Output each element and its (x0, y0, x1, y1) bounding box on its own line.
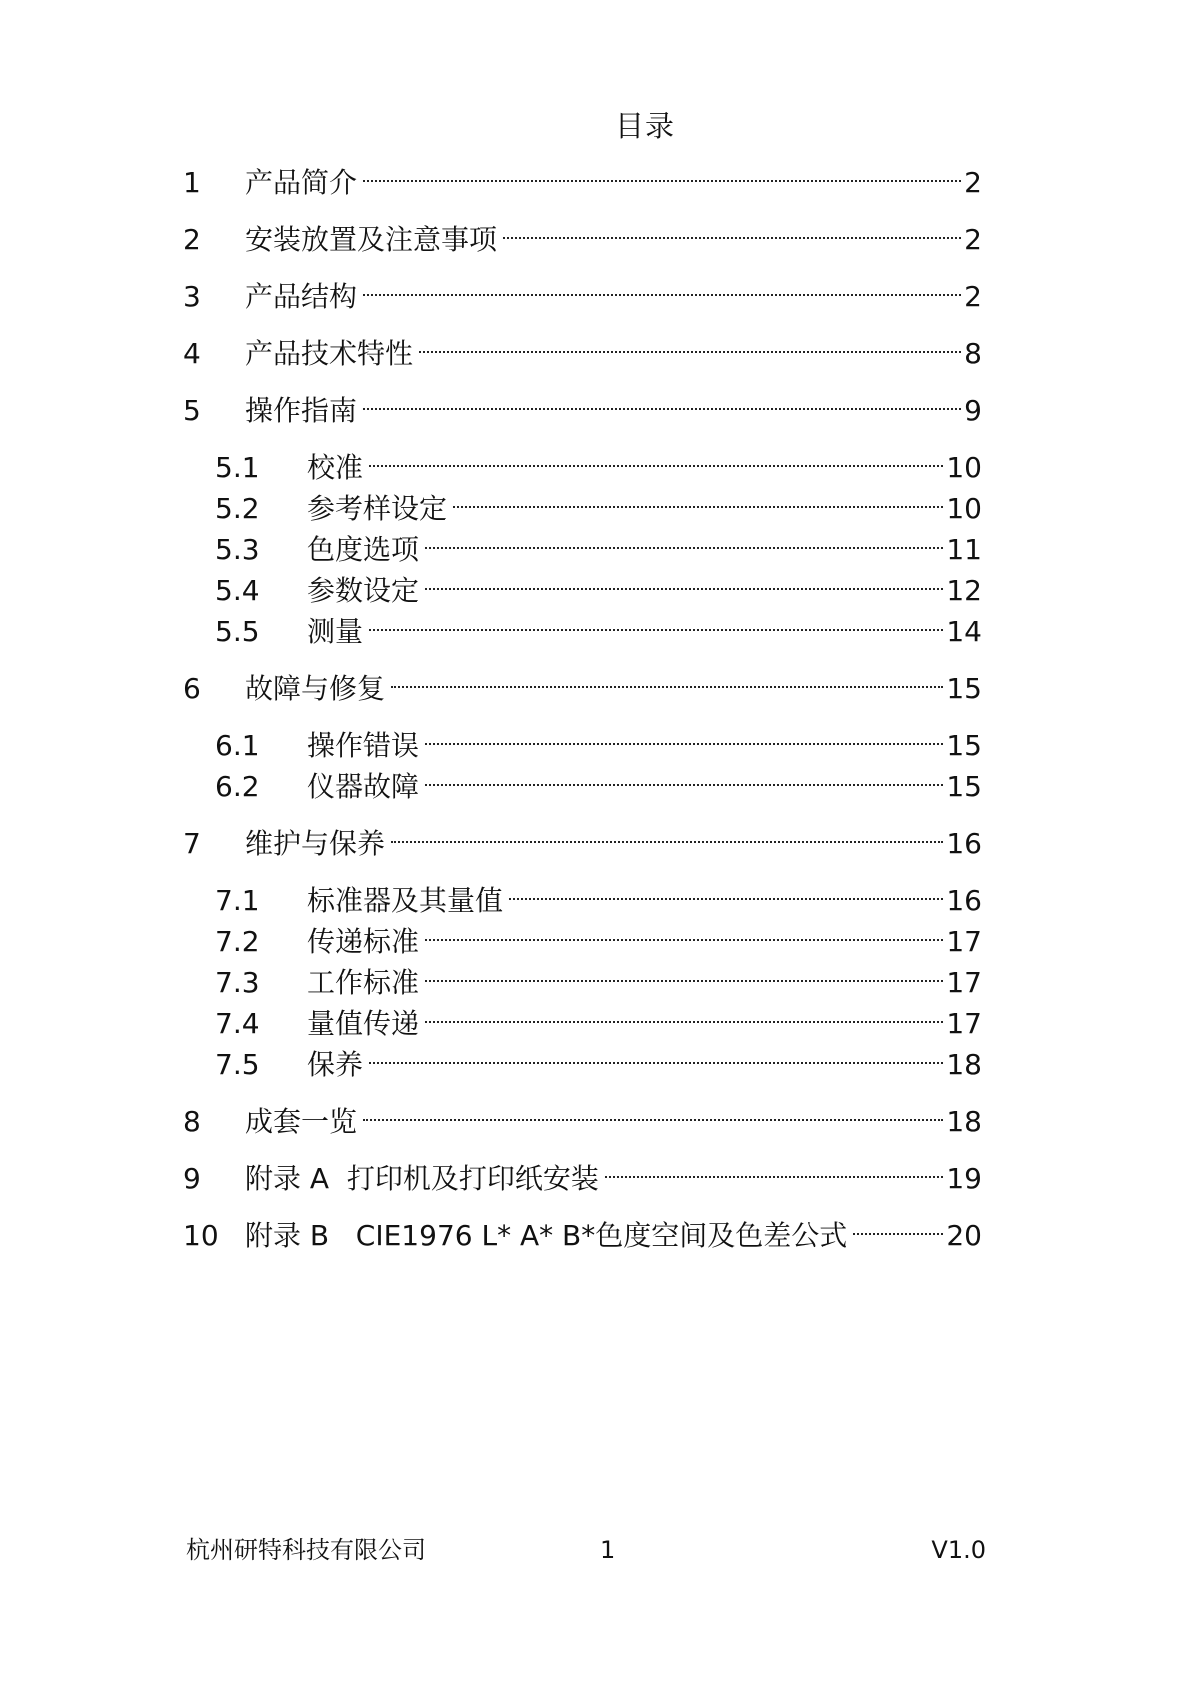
toc-entry[interactable] (183, 1148, 982, 1199)
toc-entry-number: 7.5 (215, 1048, 260, 1081)
toc-entry-number: 10 (183, 1219, 219, 1252)
toc-entry[interactable] (215, 601, 982, 652)
toc-entry-label: 参考样设定 (307, 492, 448, 525)
toc-entry-number: 7.2 (215, 925, 260, 958)
toc-entry-page: 15 (946, 770, 982, 803)
toc-dot-leader (425, 560, 943, 600)
toc-dot-leader (605, 1148, 944, 1188)
toc-entry-number: 5.3 (215, 533, 260, 566)
toc-dot-leader (363, 152, 961, 192)
toc-entry-number: 9 (183, 1162, 201, 1195)
toc-entry-number: 4 (183, 337, 201, 370)
toc-entry-label: 产品简介 (245, 166, 358, 199)
toc-entry[interactable] (183, 209, 982, 260)
toc-dot-leader (363, 380, 961, 420)
toc-entry-number: 6.1 (215, 729, 260, 762)
toc-entry[interactable] (183, 266, 982, 317)
toc-entry-page: 2 (964, 223, 982, 256)
toc-entry-page: 18 (946, 1105, 982, 1138)
toc-entry-label: 维护与保养 (245, 827, 386, 860)
toc-entry-page: 10 (946, 492, 982, 525)
footer-company: 杭州研特科技有限公司 (186, 1536, 426, 1564)
toc-entry-page: 20 (946, 1219, 982, 1252)
toc-entry-label: 操作错误 (307, 729, 420, 762)
toc-entry-page: 9 (964, 394, 982, 427)
toc-dot-leader (425, 952, 943, 992)
toc-entry-label: 安装放置及注意事项 (245, 223, 498, 256)
toc-entry-number: 2 (183, 223, 201, 256)
toc-entry-page: 17 (946, 966, 982, 999)
toc-entry[interactable] (183, 152, 982, 203)
toc-entry-page: 15 (946, 729, 982, 762)
toc-dot-leader (391, 813, 943, 853)
toc-entry-label: 保养 (307, 1048, 364, 1081)
toc-entry[interactable] (183, 380, 982, 431)
toc-entry[interactable] (183, 1205, 982, 1256)
toc-entry-number: 5 (183, 394, 201, 427)
toc-entry-label: 参数设定 (307, 574, 420, 607)
toc-dot-leader (509, 870, 943, 910)
toc-entry-label: 操作指南 (245, 394, 358, 427)
toc-entry-number: 7 (183, 827, 201, 860)
toc-entry-label: 测量 (307, 615, 364, 648)
toc-dot-leader (425, 911, 943, 951)
toc-entry-label: 故障与修复 (245, 672, 386, 705)
toc-entry-number: 1 (183, 166, 201, 199)
toc-entry-label: 工作标准 (307, 966, 420, 999)
toc-dot-leader (853, 1205, 943, 1245)
toc-entry-number: 5.5 (215, 615, 260, 648)
toc-entry[interactable] (183, 813, 982, 864)
toc-entry[interactable] (183, 323, 982, 374)
toc-dot-leader (369, 437, 943, 477)
toc-dot-leader (369, 1034, 943, 1074)
toc-dot-leader (453, 478, 943, 518)
toc-entry-page: 2 (964, 166, 982, 199)
toc-dot-leader (425, 715, 943, 755)
toc-dot-leader (503, 209, 961, 249)
toc-entry-label: 成套一览 (245, 1105, 358, 1138)
page-footer (186, 1533, 986, 1567)
toc-entry-number: 6 (183, 672, 201, 705)
toc-entry-page: 17 (946, 925, 982, 958)
toc-entry-label: 产品技术特性 (245, 337, 414, 370)
toc-entry-label: 产品结构 (245, 280, 358, 313)
toc-dot-leader (419, 323, 961, 363)
toc-entry-number: 8 (183, 1105, 201, 1138)
toc-dot-leader (363, 266, 961, 306)
toc-entry-label: 色度选项 (307, 533, 420, 566)
toc-entry-page: 8 (964, 337, 982, 370)
toc-entry-page: 19 (946, 1162, 982, 1195)
toc-entry-page: 11 (946, 533, 982, 566)
toc-dot-leader (363, 1091, 943, 1131)
toc-dot-leader (391, 658, 943, 698)
toc-entry-label: 校准 (307, 451, 364, 484)
footer-page-number: 1 (600, 1536, 616, 1564)
toc-entry-page: 2 (964, 280, 982, 313)
toc-entry-page: 16 (946, 884, 982, 917)
toc-dot-leader (425, 756, 943, 796)
toc-entry-page: 14 (946, 615, 982, 648)
toc-entry-label: 量值传递 (307, 1007, 420, 1040)
toc-entry-number: 6.2 (215, 770, 260, 803)
toc-entry-label: 标准器及其量值 (307, 884, 504, 917)
toc-entry[interactable] (215, 756, 982, 807)
toc-entry-page: 18 (946, 1048, 982, 1081)
toc-entry-page: 17 (946, 1007, 982, 1040)
toc-entry-number: 7.1 (215, 884, 260, 917)
toc-dot-leader (425, 519, 943, 559)
toc-entry-number: 7.3 (215, 966, 260, 999)
toc-title: 目录 (614, 109, 675, 143)
toc-entry-number: 5.4 (215, 574, 260, 607)
toc-entry-number: 5.1 (215, 451, 260, 484)
toc-entry-label: 传递标准 (307, 925, 420, 958)
toc-entry[interactable] (183, 1091, 982, 1142)
toc-dot-leader (425, 993, 943, 1033)
toc-entry-label: 仪器故障 (307, 770, 420, 803)
toc-entry[interactable] (183, 658, 982, 709)
toc-entry-page: 15 (946, 672, 982, 705)
footer-version: V1.0 (931, 1536, 986, 1564)
toc-entry-label: 附录 B CIE1976 L* A* B*色度空间及色差公式 (245, 1219, 848, 1252)
toc-entry-number: 7.4 (215, 1007, 260, 1040)
toc-entry[interactable] (215, 1034, 982, 1085)
toc-entry-number: 5.2 (215, 492, 260, 525)
toc-entry-page: 16 (946, 827, 982, 860)
toc-entry-page: 10 (946, 451, 982, 484)
toc-dot-leader (369, 601, 943, 641)
toc-entry-number: 3 (183, 280, 201, 313)
toc-entry-label: 附录 A 打印机及打印纸安装 (245, 1162, 599, 1195)
toc-entry-page: 12 (946, 574, 982, 607)
